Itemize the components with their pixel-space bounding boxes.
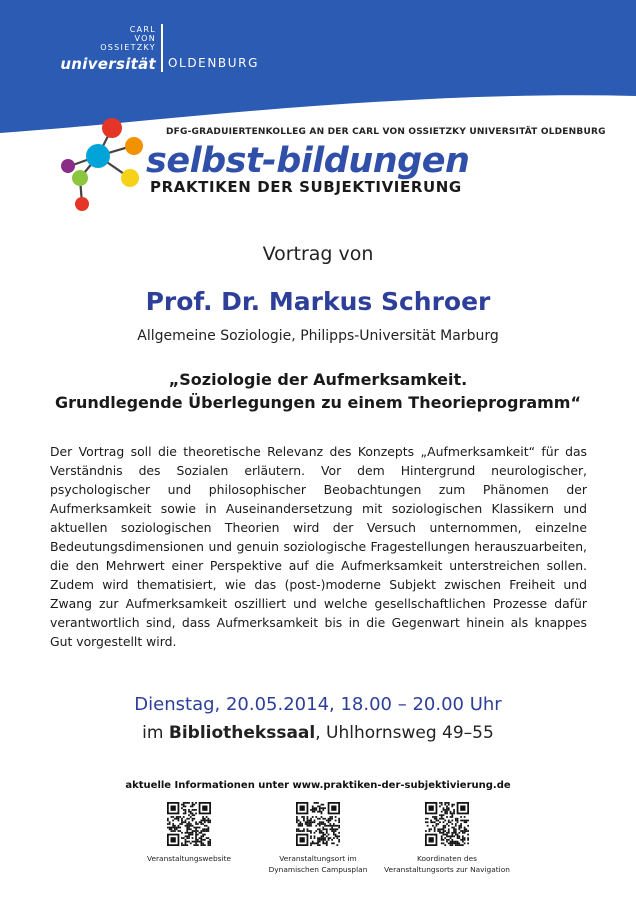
university-logo-line1: CARL <box>129 25 156 34</box>
venue-address: , Uhlhornsweg 49–55 <box>315 723 494 743</box>
qr-code-campus-map <box>243 802 393 875</box>
qr-caption-line1: Veranstaltungsort im <box>279 854 357 863</box>
university-logo-divider <box>161 24 163 72</box>
qr-code-website <box>114 802 264 864</box>
venue-prefix: im <box>142 723 164 743</box>
qr-caption-line2: Dynamischen Campusplan <box>268 865 368 874</box>
graduate-school-tagline: DFG-GRADUIERTENKOLLEG AN DER CARL VON OSSIETZKY UNIVERSITÄT OLDENBURG <box>166 127 606 137</box>
qr-caption <box>372 853 522 875</box>
info-line: aktuelle Informationen unter www.praktiken-der-subjektivierung.de <box>125 780 511 791</box>
network-logo-icon <box>60 114 150 214</box>
event-datetime: Dienstag, 20.05.2014, 18.00 – 20.00 Uhr <box>134 694 502 715</box>
lecture-title-line2: Grundlegende Überlegungen zu einem Theorieprogramm“ <box>55 393 581 412</box>
university-logo-line2: VON <box>134 34 156 43</box>
lecture-intro: Vortrag von <box>262 243 374 265</box>
lecture-title-line1: „Soziologie der Aufmerksamkeit. <box>168 370 468 389</box>
lecture-title <box>0 368 636 414</box>
university-logo-line3: OSSIETZKY <box>100 43 156 52</box>
qr-caption <box>243 853 393 875</box>
lecture-abstract: Der Vortrag soll die theoretische Relevanz des Konzepts „Aufmerksamkeit“ für das Verständnis des Sozialen erläutern. Vor dem Hintergrund neurologischer, psychologischer und philosophischer Beobachtungen zum Phänomen der Aufmerksamkeit sowie in Auseinandersetzung mit soziologischen Klassikern und aktuellen soziologischen Theorien wird der Versuch unternommen, einzelne Bedeutungsdimensionen und genuin soziologische Fragestellungen herauszuarbeiten, die den Mehrwert einer Perspektive auf die Aufmerksamkeit unterstreichen sollen. Zudem wird thematisiert, wie das (post-)moderne Subjekt zwischen Freiheit und Zwang zur Aufmerksamkeit oszilliert und welche gesellschaftlichen Prozesse dafür verantwortlich sind, dass Aufmerksamkeit bis in die Gegenwart hinein als knappes Gut vorgestellt wird. <box>50 444 587 649</box>
venue-name: Bibliothekssaal <box>168 723 316 743</box>
speaker-affiliation: Allgemeine Soziologie, Philipps-Universität Marburg <box>137 328 499 344</box>
university-logo-name: universität <box>60 55 156 73</box>
qr-caption-line1: Koordinaten des <box>417 854 477 863</box>
qr-code-icon <box>296 802 340 846</box>
speaker-name: Prof. Dr. Markus Schroer <box>145 287 491 316</box>
qr-code-icon <box>425 802 469 846</box>
event-venue <box>0 723 636 743</box>
qr-caption-line1: Veranstaltungswebsite <box>146 854 232 863</box>
qr-caption-line2: Veranstaltungsorts zur Navigation <box>384 865 510 874</box>
qr-code-navigation <box>372 802 522 875</box>
university-logo-city: OLDENBURG <box>168 56 259 70</box>
graduate-school-subtitle: PRAKTIKEN DER SUBJEKTIVIERUNG <box>150 178 462 196</box>
graduate-school-title: selbst-bildungen <box>146 141 470 181</box>
qr-code-icon <box>167 802 211 846</box>
qr-caption <box>114 853 264 864</box>
